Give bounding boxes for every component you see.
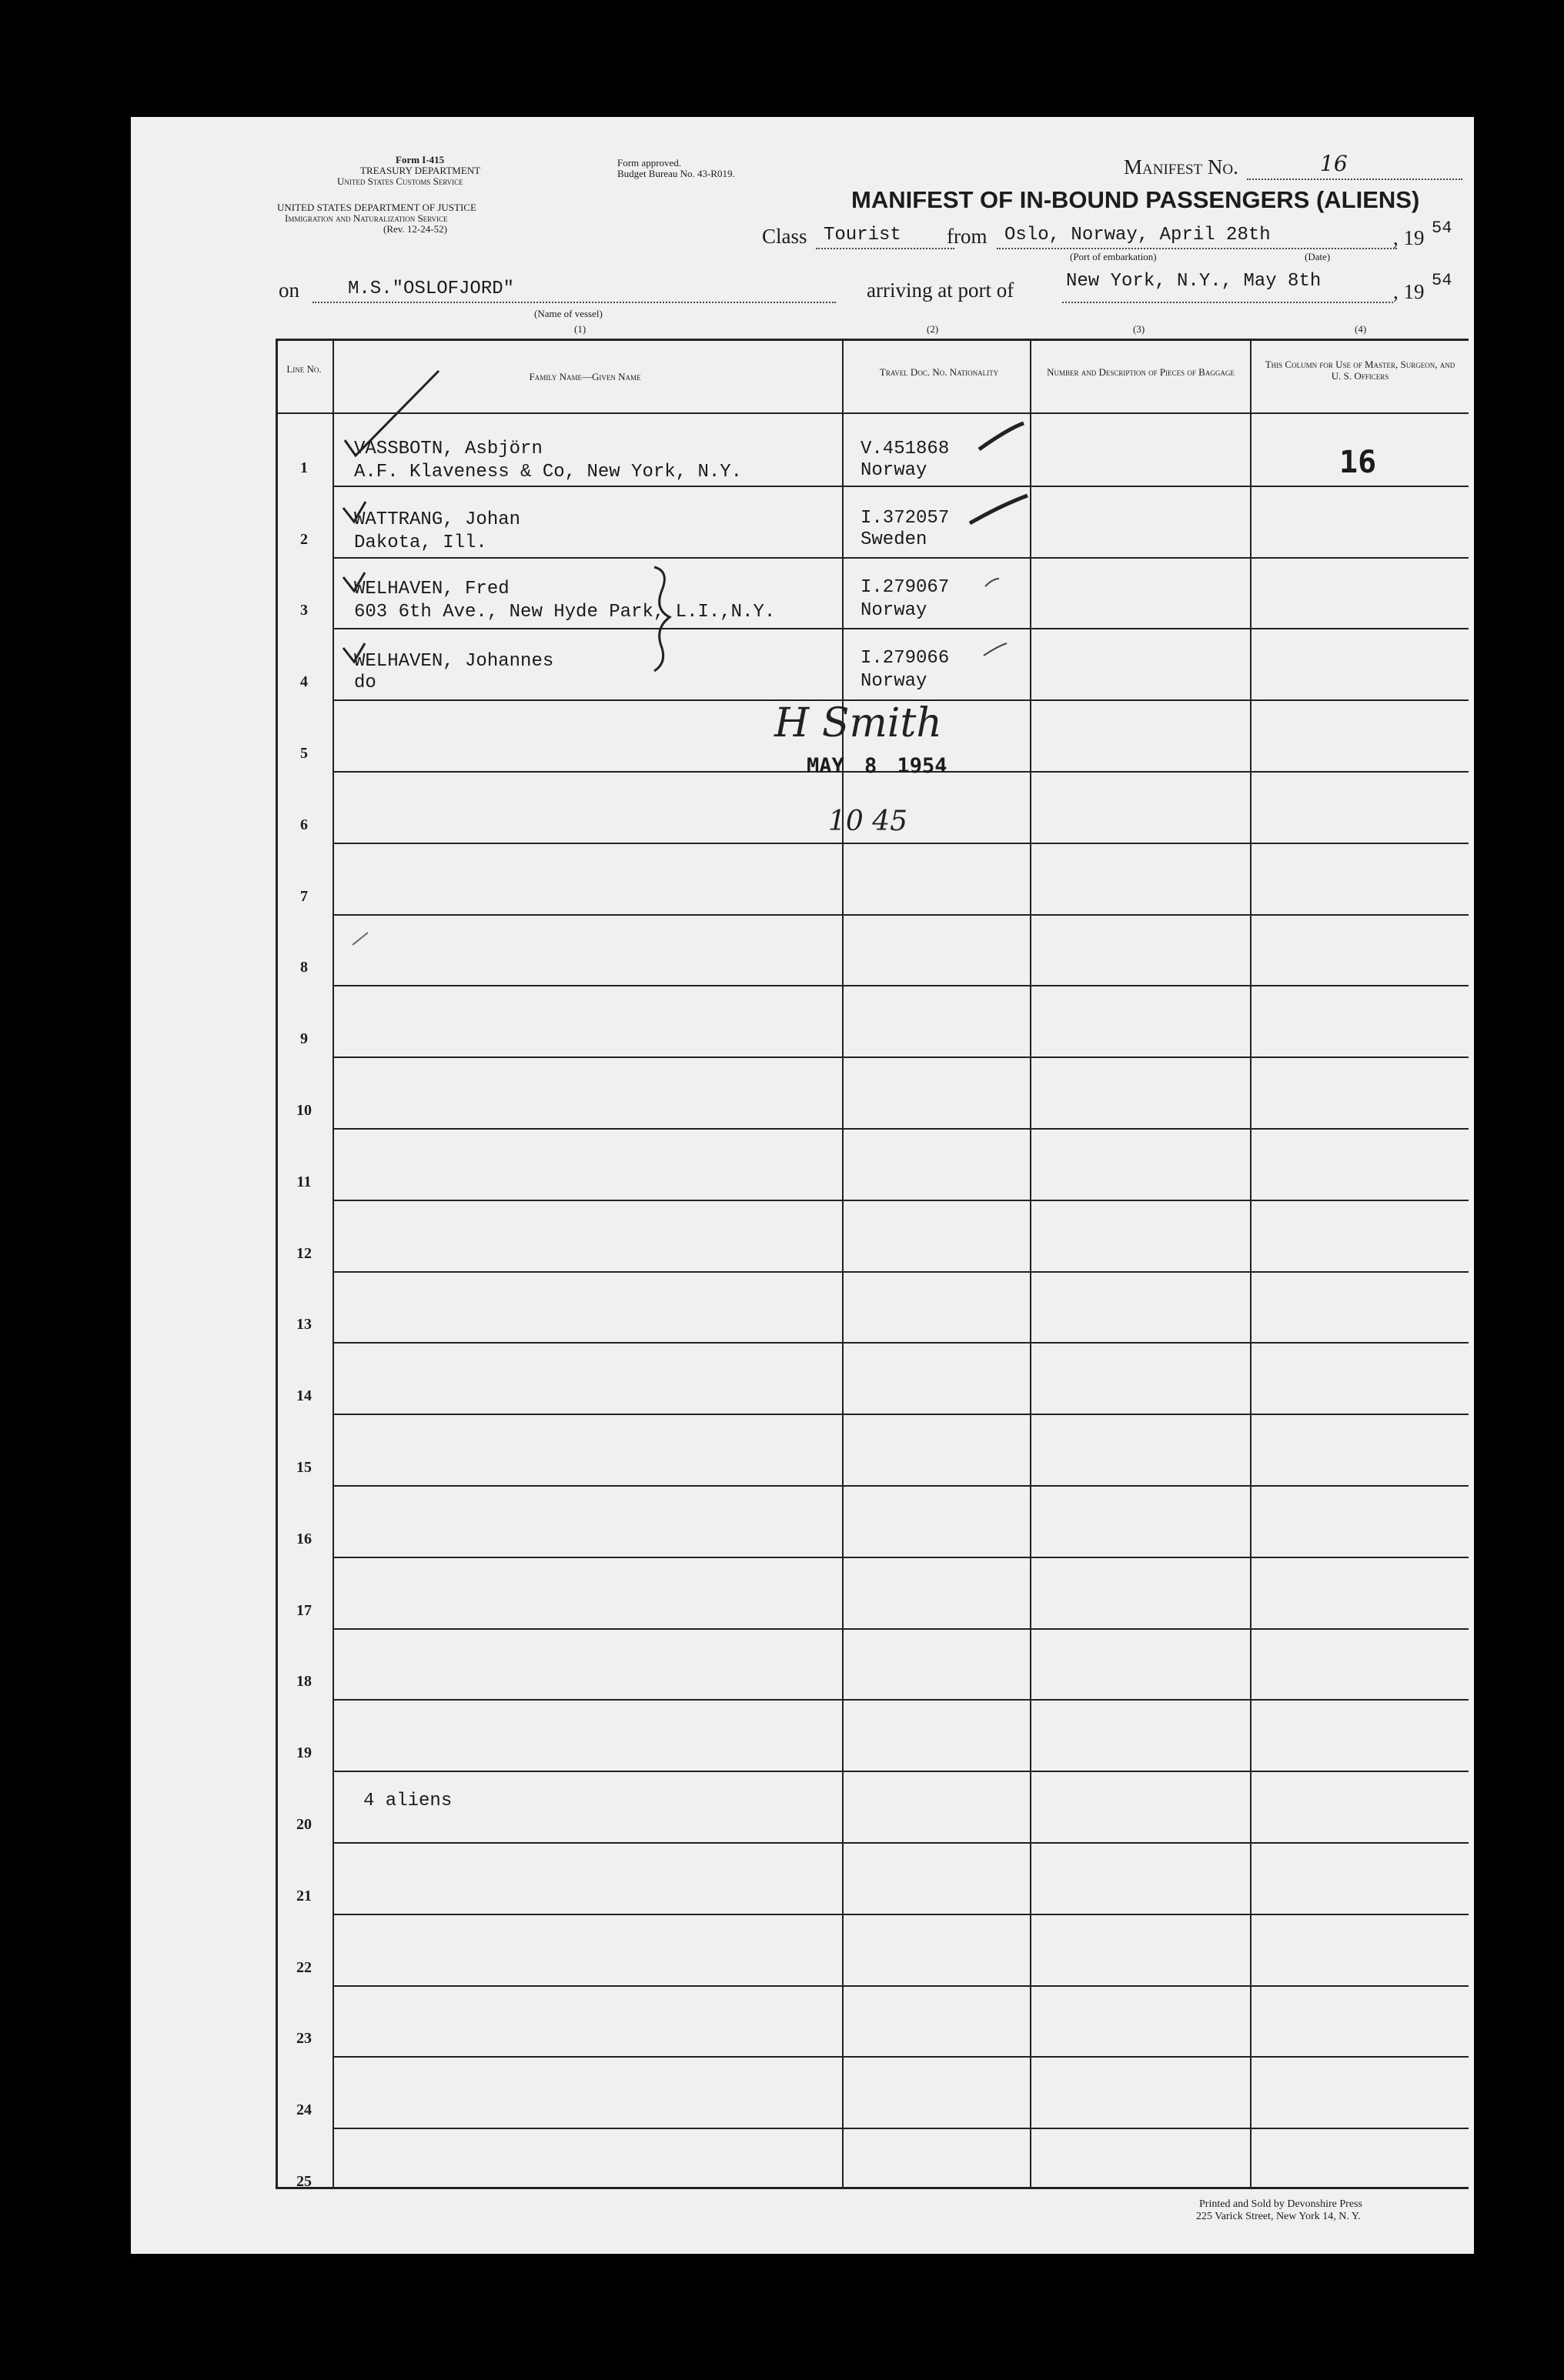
travel-doc: V.451868 xyxy=(861,439,950,459)
passenger-address: Dakota, Ill. xyxy=(354,532,487,553)
line-number: 12 xyxy=(296,1245,312,1262)
row-divider xyxy=(334,1557,1469,1558)
line-number: 22 xyxy=(296,1959,312,1976)
col-number-1: (1) xyxy=(574,323,586,335)
customs-label: United States Customs Service xyxy=(337,175,463,187)
row-divider xyxy=(334,843,1469,844)
printer-line-1: Printed and Sold by Devonshire Press xyxy=(1199,2198,1362,2210)
date-year-prefix: , 19 xyxy=(1393,226,1425,249)
line-number: 16 xyxy=(296,1530,312,1547)
row-divider xyxy=(334,1771,1469,1772)
inspector-signature: H Smith xyxy=(774,700,942,746)
row-divider xyxy=(334,1842,1469,1844)
class-line xyxy=(816,248,954,249)
row-divider xyxy=(334,2128,1469,2129)
passenger-address: 603 6th Ave., New Hyde Park, L.I.,N.Y. xyxy=(354,602,776,623)
revision-label: (Rev. 12-24-52) xyxy=(383,223,447,235)
ins-label: Immigration and Naturalization Service xyxy=(285,212,448,224)
vessel-line xyxy=(312,302,836,303)
travel-doc: I.279067 xyxy=(861,577,950,598)
doc-check-icon xyxy=(985,579,999,586)
passenger-name: WATTRANG, Johan xyxy=(354,509,521,530)
budget-label: Budget Bureau No. 43-R019. xyxy=(617,168,735,179)
row-divider xyxy=(334,914,1469,916)
table-bottom-border xyxy=(276,2187,1469,2189)
approved-label: Form approved. xyxy=(617,157,682,169)
officer-count: 16 xyxy=(1339,445,1377,480)
from-label: from xyxy=(947,225,988,248)
nationality: Norway xyxy=(861,671,927,692)
passenger-address: A.F. Klaveness & Co, New York, N.Y. xyxy=(354,462,743,482)
row-divider xyxy=(334,628,1469,629)
row-divider xyxy=(334,1985,1469,1987)
line-number: 17 xyxy=(296,1602,312,1619)
aliens-count-note: 4 aliens xyxy=(363,1791,453,1811)
header-line-no: Line No. xyxy=(286,363,322,375)
header-name: Family Name—Given Name xyxy=(529,371,641,382)
nationality: Norway xyxy=(861,600,927,621)
line-number: 20 xyxy=(296,1816,312,1833)
line-number: 4 xyxy=(300,673,308,690)
line-number: 25 xyxy=(296,2173,312,2190)
nationality: Sweden xyxy=(861,529,927,550)
header-bottom-line xyxy=(276,412,1469,414)
line-number: 9 xyxy=(300,1030,308,1047)
row-divider xyxy=(334,985,1469,986)
arrival-year-prefix: , 19 xyxy=(1393,280,1425,303)
port-value: New York, N.Y., May 8th xyxy=(1066,271,1322,292)
manifest-no-value: 16 xyxy=(1320,151,1348,176)
passenger-address: do xyxy=(354,673,376,693)
manifest-page xyxy=(131,117,1474,2254)
row-divider xyxy=(334,1699,1469,1701)
baggage-divider xyxy=(1250,339,1252,2189)
justice-label: UNITED STATES DEPARTMENT OF JUSTICE xyxy=(277,202,476,213)
vessel-value: M.S."OSLOFJORD" xyxy=(348,279,515,299)
line-number: 15 xyxy=(296,1459,312,1476)
passenger-name: WELHAVEN, Fred xyxy=(354,579,510,599)
doc-check-icon xyxy=(984,643,1007,656)
line-number: 19 xyxy=(296,1744,312,1761)
line-number: 14 xyxy=(296,1387,312,1404)
form-number: Form I-415 xyxy=(396,154,445,165)
line-number: 21 xyxy=(296,1888,312,1904)
treasury-label: TREASURY DEPARTMENT xyxy=(360,165,481,176)
stamp-time: 10 45 xyxy=(828,806,908,837)
line-number: 18 xyxy=(296,1673,312,1690)
travel-doc: I.372057 xyxy=(861,508,950,529)
date-year-value: 54 xyxy=(1432,219,1452,238)
header-baggage: Number and Description of Pieces of Baggage xyxy=(1047,366,1235,378)
class-label: Class xyxy=(762,225,807,248)
class-value: Tourist xyxy=(824,225,901,245)
passenger-name: WELHAVEN, Johannes xyxy=(354,651,554,672)
manifest-no-label: Manifest No. xyxy=(1124,155,1238,179)
table-top-border xyxy=(276,339,1469,341)
line-number: 6 xyxy=(300,816,308,833)
port-caption: (Port of embarkation) xyxy=(1070,251,1157,262)
vessel-caption: (Name of vessel) xyxy=(534,308,603,319)
line-number: 10 xyxy=(296,1102,312,1119)
line-number: 11 xyxy=(296,1173,312,1190)
row-divider xyxy=(334,1414,1469,1415)
manifest-no-line xyxy=(1247,179,1462,180)
travel-divider xyxy=(1030,339,1031,2189)
row-divider xyxy=(334,1914,1469,1915)
line-number: 2 xyxy=(300,531,308,548)
on-label: on xyxy=(279,279,299,302)
stamp-date: MAY 8 1954 xyxy=(807,754,947,778)
nationality: Norway xyxy=(861,460,927,481)
row-divider xyxy=(334,1271,1469,1273)
name-divider xyxy=(842,339,844,2189)
table-left-border xyxy=(276,339,278,2189)
arrival-year-value: 54 xyxy=(1432,271,1452,290)
col-number-2: (2) xyxy=(927,323,939,335)
from-value: Oslo, Norway, April 28th xyxy=(1004,225,1271,245)
line-number: 23 xyxy=(296,2030,312,2047)
doc-check-icon xyxy=(970,496,1028,523)
line-no-divider xyxy=(333,339,334,2189)
row-divider xyxy=(334,557,1469,559)
passenger-name: VASSBOTN, Asbjörn xyxy=(354,439,543,459)
row-divider xyxy=(334,1342,1469,1344)
printer-line-2: 225 Varick Street, New York 14, N. Y. xyxy=(1196,2211,1361,2222)
doc-check-icon xyxy=(979,423,1024,449)
row-divider xyxy=(334,1128,1469,1130)
stray-mark-icon xyxy=(353,933,368,945)
col-number-3: (3) xyxy=(1133,323,1145,335)
line-number: 24 xyxy=(296,2101,312,2118)
row-divider xyxy=(334,1628,1469,1630)
port-line xyxy=(1062,302,1393,303)
row-divider xyxy=(334,1485,1469,1487)
line-number: 1 xyxy=(300,459,308,476)
row-divider xyxy=(334,486,1469,487)
arriving-label: arriving at port of xyxy=(867,279,1014,302)
header-travel: Travel Doc. No. Nationality xyxy=(879,366,999,378)
row-divider xyxy=(334,2056,1469,2058)
date-caption: (Date) xyxy=(1305,251,1331,262)
manifest-title: MANIFEST OF IN-BOUND PASSENGERS (ALIENS) xyxy=(851,186,1420,213)
travel-doc: I.279066 xyxy=(861,648,950,669)
from-line xyxy=(997,248,1397,249)
row-divider xyxy=(334,1200,1469,1201)
row-divider xyxy=(334,1056,1469,1058)
line-number: 8 xyxy=(300,959,308,976)
line-number: 5 xyxy=(300,745,308,762)
line-number: 13 xyxy=(296,1316,312,1333)
line-number: 3 xyxy=(300,602,308,619)
line-number: 7 xyxy=(300,888,308,905)
header-officers: This Column for Use of Master, Surgeon, and U. S. Officers xyxy=(1265,359,1455,382)
col-number-4: (4) xyxy=(1355,323,1367,335)
